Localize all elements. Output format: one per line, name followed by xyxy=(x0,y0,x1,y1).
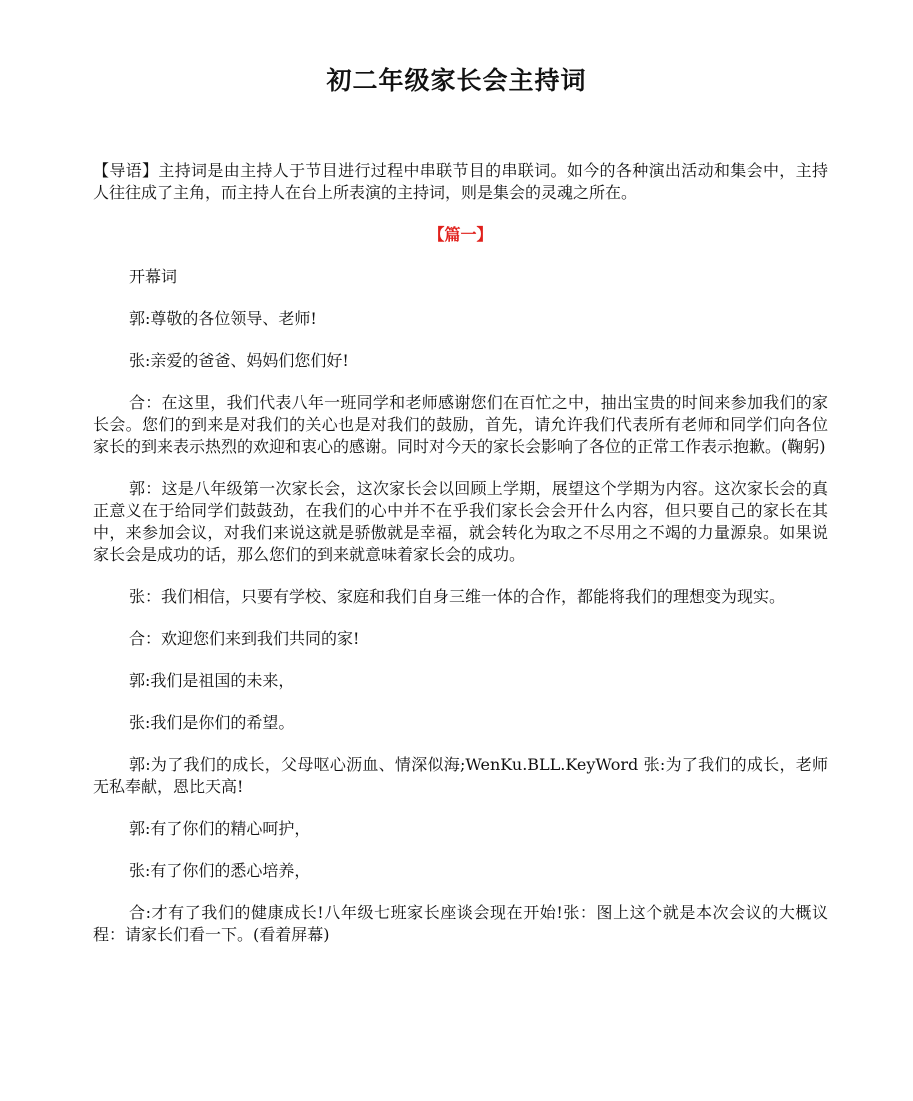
paragraph-opening: 开幕词 xyxy=(129,267,178,286)
paragraph: 张:有了你们的悉心培养， xyxy=(129,861,311,880)
paragraph: 张:我们是你们的希望。 xyxy=(129,713,295,732)
paragraph: 合:才有了我们的健康成长!八年级七班家长座谈会现在开始!张：图上这个就是本次会议的大概议程：请家长们看一下。(看着屏幕) xyxy=(93,903,828,944)
paragraph: 合：欢迎您们来到我们共同的家! xyxy=(129,629,360,648)
paragraph: 郭:为了我们的成长，父母呕心沥血、情深似海;WenKu.BLL.KeyWord 张:为了我们的成长，老师无私奉献，恩比天高! xyxy=(93,755,828,796)
paragraph: 张：我们相信，只要有学校、家庭和我们自身三维一体的合作，都能将我们的理想变为现实。 xyxy=(129,587,786,606)
paragraph: 郭：这是八年级第一次家长会，这次家长会以回顾上学期，展望这个学期为内容。这次家长会的真正意义在于给同学们鼓鼓劲，在我们的心中并不在乎我们家长会会开什么内容，但只要自己的家长在其中，来参加会议，对我们来说这就是骄傲就是幸福，就会转化为取之不尽用之不竭的力量源泉。如果说家长会是成功的话，那么您们的到来就意味着家长会的成功。 xyxy=(93,479,828,564)
section-heading: 【篇一】 xyxy=(428,225,493,244)
document-title: 初二年级家长会主持词 xyxy=(326,66,587,95)
intro-paragraph: 【导语】主持词是由主持人于节目进行过程中串联节目的串联词。如今的各种演出活动和集会中，主持人往往成了主角，而主持人在台上所表演的主持词，则是集会的灵魂之所在。 xyxy=(93,161,828,202)
paragraph: 郭:我们是祖国的未来， xyxy=(129,671,295,690)
paragraph: 郭:有了你们的精心呵护， xyxy=(129,819,311,838)
paragraph: 郭:尊敬的各位领导、老师! xyxy=(129,309,317,328)
paragraph: 合：在这里，我们代表八年一班同学和老师感谢您们在百忙之中，抽出宝贵的时间来参加我们的家长会。您们的到来是对我们的关心也是对我们的鼓励，首先，请允许我们代表所有老师和同学们向各位家长的到来表示热烈的欢迎和衷心的感谢。同时对今天的家长会影响了各位的正常工作表示抱歉。(鞠躬) xyxy=(93,393,828,456)
document-body xyxy=(93,160,828,966)
paragraph: 张:亲爱的爸爸、妈妈们您们好! xyxy=(129,351,349,370)
